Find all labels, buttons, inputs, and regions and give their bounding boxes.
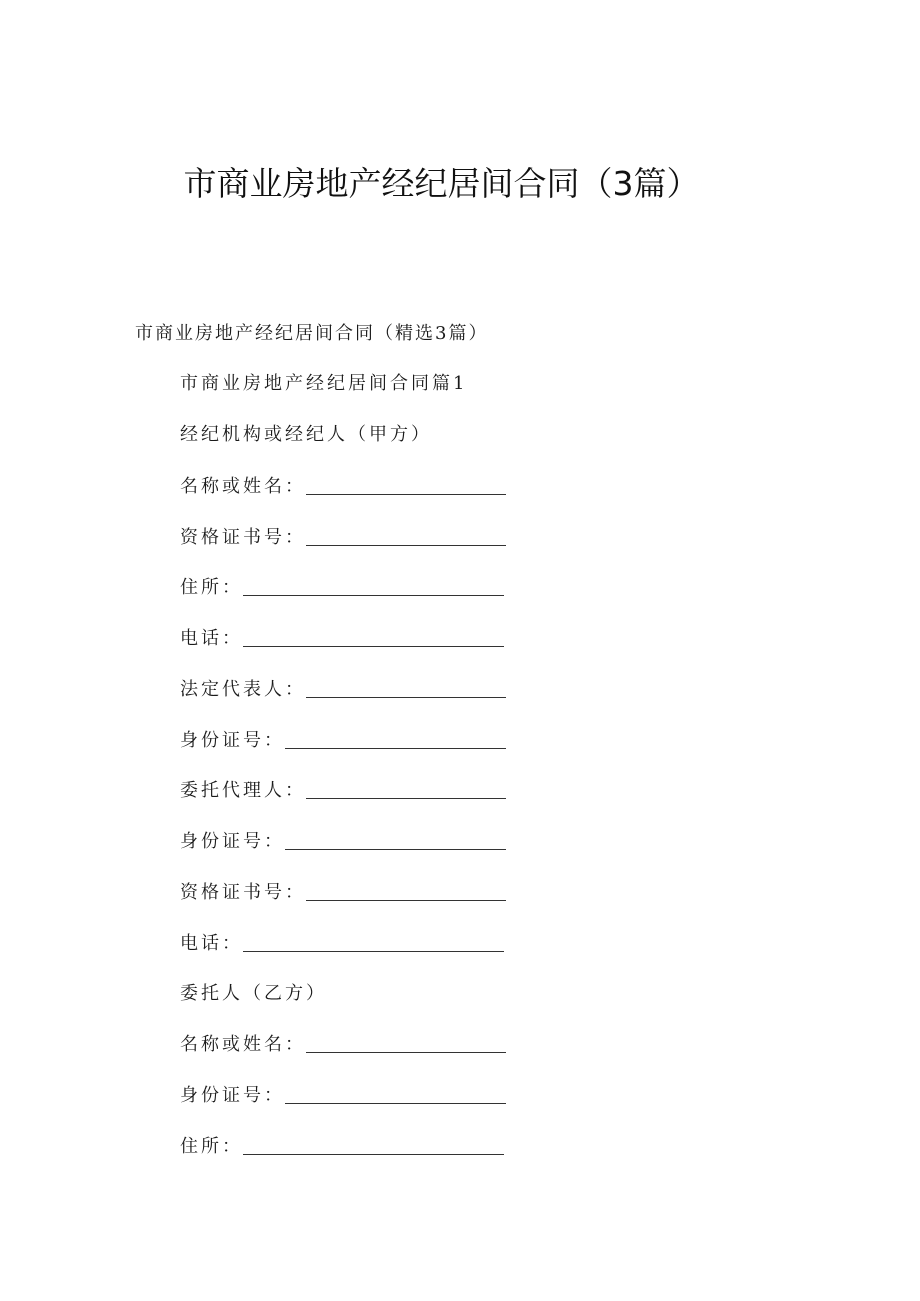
party-a-heading [180, 420, 432, 446]
field-blank-line[interactable] [306, 493, 506, 495]
field-row [180, 573, 504, 599]
field-label: 名称或姓名： [180, 476, 306, 497]
field-blank-line[interactable] [243, 645, 504, 647]
field-row [180, 827, 506, 853]
field-blank-line[interactable] [243, 594, 504, 596]
field-row [180, 878, 506, 904]
party-b-heading [180, 979, 327, 1005]
field-label: 电话： [180, 628, 243, 649]
field-blank-line[interactable] [306, 899, 506, 901]
party-b-heading-text: 委托人（乙方） [180, 983, 327, 1004]
field-blank-line[interactable] [285, 747, 506, 749]
field-blank-line[interactable] [306, 797, 506, 799]
field-row [180, 624, 504, 650]
field-row [180, 776, 506, 802]
field-row [180, 472, 506, 498]
section-heading-text: 市商业房地产经纪居间合同篇1 [180, 373, 468, 394]
field-blank-line[interactable] [306, 696, 506, 698]
field-blank-line[interactable] [306, 544, 506, 546]
field-row [180, 675, 506, 701]
field-label: 电话： [180, 933, 243, 954]
field-blank-line[interactable] [243, 1153, 504, 1155]
field-row [180, 1030, 506, 1056]
field-label: 法定代表人： [180, 679, 306, 700]
field-blank-line[interactable] [243, 950, 504, 952]
field-blank-line[interactable] [285, 1102, 506, 1104]
field-row [180, 1081, 506, 1107]
party-a-heading-text: 经纪机构或经纪人（甲方） [180, 424, 432, 445]
field-row [180, 726, 506, 752]
field-row [180, 1132, 504, 1158]
field-label: 身份证号： [180, 730, 285, 751]
field-label: 名称或姓名： [180, 1034, 306, 1055]
field-label: 住所： [180, 577, 243, 598]
field-row [180, 523, 506, 549]
document-subtitle: 市商业房地产经纪居间合同（精选3篇） [135, 323, 489, 344]
section-heading [180, 369, 467, 395]
field-label: 身份证号： [180, 1085, 285, 1106]
field-label: 住所： [180, 1136, 243, 1157]
document-title: 市商业房地产经纪居间合同（3篇） [183, 164, 700, 203]
field-label: 身份证号： [180, 831, 285, 852]
field-blank-line[interactable] [306, 1051, 506, 1053]
field-label: 资格证书号： [180, 527, 306, 548]
field-label: 委托代理人： [180, 780, 306, 801]
field-row [180, 929, 504, 955]
field-blank-line[interactable] [285, 848, 506, 850]
field-label: 资格证书号： [180, 882, 306, 903]
